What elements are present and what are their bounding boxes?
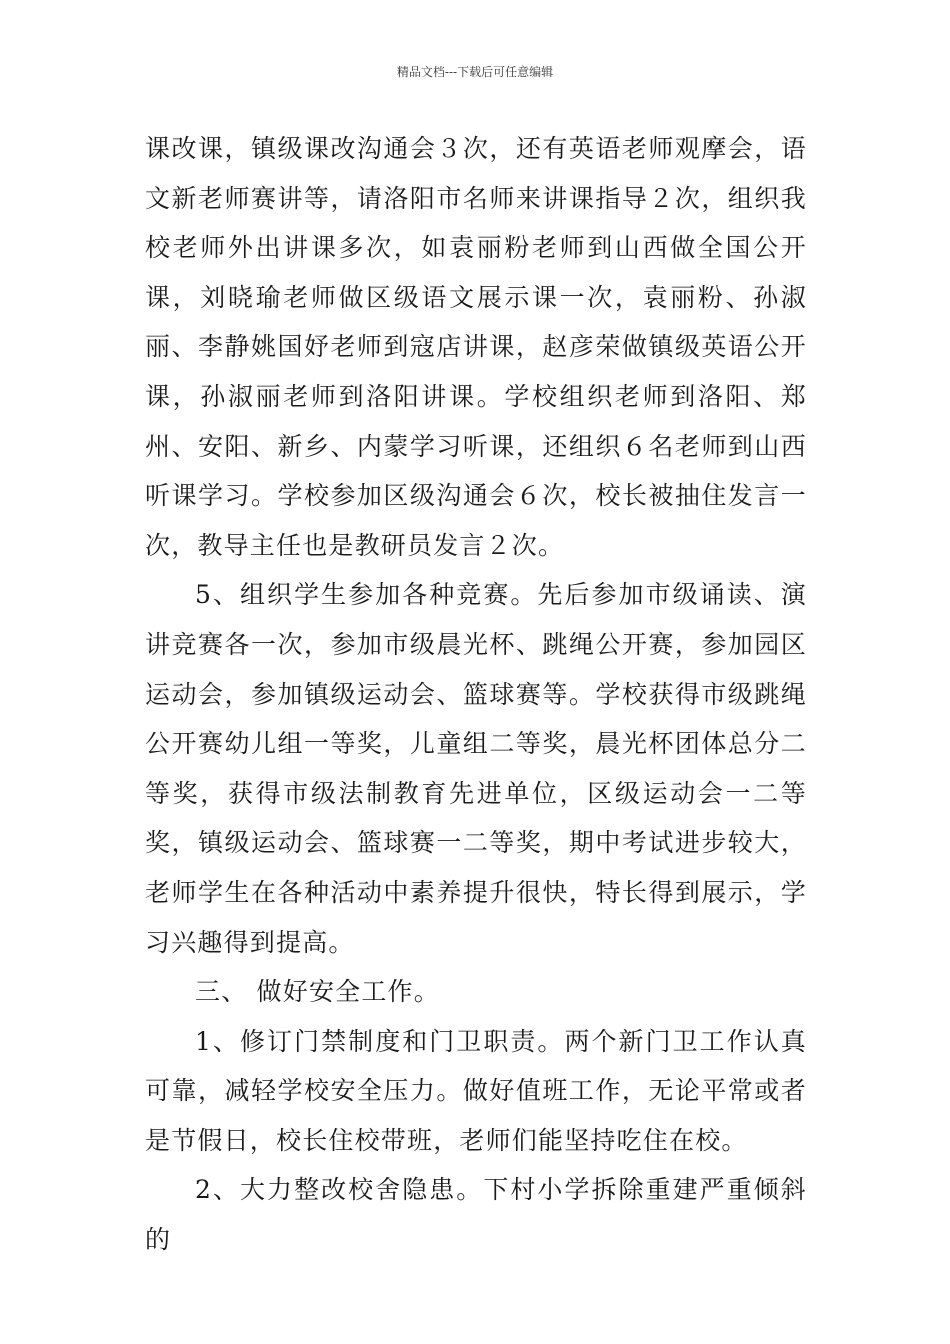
- paragraph-teaching-activities: 课改课，镇级课改沟通会３次，还有英语老师观摩会，语文新老师赛讲等，请洛阳市名师来讲课指导２次，组织我校老师外出讲课多次，如袁丽粉老师到山西做全国公开课，刘晓瑜老师做区级语文展示课一次，袁丽粉、孙淑丽、李静姚国妤老师到寇店讲课，赵彦荣做镇级英语公开课，孙淑丽老师到洛阳讲课。学校组织老师到洛阳、郑州、安阳、新乡、内蒙学习听课，还组织６名老师到山西听课学习。学校参加区级沟通会６次，校长被抽住发言一次，教导主任也是教研员发言２次。: [145, 134, 807, 560]
- header-text: 精品文档---下载后可任意编辑: [396, 65, 554, 79]
- section-heading-safety: 三、 做好安全工作。: [195, 977, 440, 1007]
- paragraph-student-competitions: 5、组织学生参加各种竞赛。先后参加市级诵读、演讲竞赛各一次，参加市级晨光杯、跳绳公开赛，参加园区运动会，参加镇级运动会、篮球赛等。学校获得市级跳绳公开赛幼儿组一等奖，儿童组二等奖，晨光杯团体总分二等奖，获得市级法制教育先进单位，区级运动会一二等奖，镇级运动会、篮球赛一二等奖，期中考试进步较大，老师学生在各种活动中素养提升很快，特长得到展示，学习兴趣得到提高。: [145, 580, 807, 957]
- paragraph-access-control: 1、修订门禁制度和门卫职责。两个新门卫工作认真可靠，减轻学校安全压力。做好值班工作，无论平常或者是节假日，校长住校带班，老师们能坚持吃住在校。: [145, 1026, 807, 1155]
- paragraph-building-hazards: 2、大力整改校舍隐患。下村小学拆除重建严重倾斜的: [145, 1175, 807, 1255]
- document-body: [145, 124, 807, 1265]
- page-header: [0, 64, 950, 80]
